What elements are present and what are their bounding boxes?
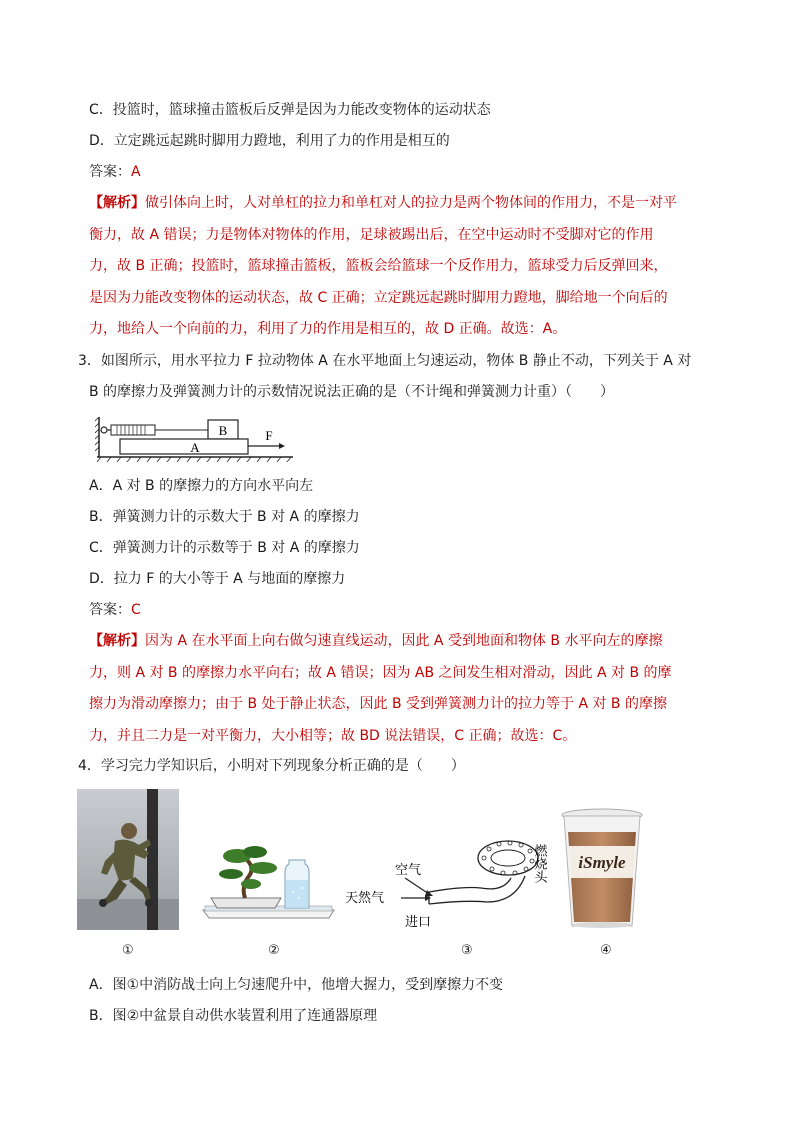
q2-analysis	[89, 188, 681, 346]
q3-analysis	[89, 626, 681, 752]
q2-answer	[89, 162, 141, 182]
q3-label-f: F	[265, 428, 273, 443]
q4-caption-1: ①	[122, 943, 134, 958]
q3-wall-hook	[101, 427, 107, 433]
q3-label-b: B	[218, 423, 228, 438]
q4-fig3-air: 空气	[395, 863, 422, 878]
q3-stem-line1: 3．如图所示，用水平拉力 F 拉动物体 A 在水平地面上匀速运动，物体 B 静止不动，下列关于 A 对	[78, 353, 692, 369]
q4-option-b: B．图②中盆景自动供水装置利用了连通器原理	[89, 1008, 378, 1024]
q3-figure	[95, 413, 300, 465]
q3-stem-line2: B 的摩擦力及弹簧测力计的示数情况说法正确的是（不计绳和弹簧测力计重）（ ）	[89, 384, 615, 400]
q4-figure-1	[77, 789, 179, 930]
q3-block-a	[120, 439, 248, 454]
q3-option-d: D．拉力 F 的大小等于 A 与地面的摩擦力	[89, 571, 346, 587]
q4-caption-2: ②	[268, 943, 280, 958]
q4-fig2-pot	[211, 898, 281, 908]
q3-label-a: A	[190, 440, 200, 455]
q4-fig3-air-arrow	[405, 878, 429, 894]
q4-fig1-head	[121, 823, 137, 839]
q4-figure-4	[560, 806, 645, 931]
q2-answer-value: A	[131, 164, 141, 180]
q2-analysis-tag: 【解析】	[89, 195, 145, 211]
q3-option-b: B．弹簧测力计的示数大于 B 对 A 的摩擦力	[89, 509, 360, 525]
q3-option-a: A．A 对 B 的摩擦力的方向水平向左	[89, 478, 314, 494]
q4-fig3-burner: 燃烧头	[531, 844, 547, 883]
q3-answer-label: 答案：	[89, 602, 131, 618]
q2-option-d: D．立定跳远起跳时脚用力蹬地，利用了力的作用是相互的	[89, 133, 450, 149]
q2-analysis-text: 做引体向上时，人对单杠的拉力和单杠对人的拉力是两个物体间的作用力，不是一对平衡力，故 A 错误；力是物体对物体的作用，足球被踢出后，在空中运动时不受脚对它的作用力，故 B 正确；投篮时，篮球撞击篮板，篮板会给篮球一个反作用力，篮球受力后反弹回来，是因为力能改变物体的运动状态，故 C 正确；立定跳远起跳时脚用力蹬地，脚给地一个向后的力，地给人一个向前的力，利用了力的作用是相互的，故 D 正确。故选：A。	[89, 195, 677, 337]
q4-caption-4: ④	[600, 943, 612, 958]
q4-stem: 4．学习完力学知识后，小明对下列现象分析正确的是（ ）	[78, 758, 465, 774]
q4-figure-2	[201, 842, 336, 922]
q3-answer-value: C	[131, 602, 141, 618]
q4-fig3-gas: 天然气	[345, 891, 385, 906]
q4-fig3-pipe	[429, 878, 511, 892]
q3-option-c: C．弹簧测力计的示数等于 B 对 A 的摩擦力	[89, 540, 360, 556]
q4-fig3-inlet: 进口	[405, 915, 432, 930]
q4-option-a: A．图①中消防战士向上匀速爬升中，他增大握力，受到摩擦力不变	[89, 977, 504, 993]
q3-analysis-text: 因为 A 在水平面上向右做匀速直线运动，因此 A 受到地面和物体 B 水平向左的摩擦力，则 A 对 B 的摩擦力水平向右；故 A 错误；因为 AB 之间发生相对滑动，因此 A 对 B 的摩擦力为滑动摩擦力；由于 B 处于静止状态，因此 B 受到弹簧测力计的拉力等于 A 对 B 的摩擦力，并且二力是一对平衡力，大小相等；故 BD 说法错误，C 正确；故选：C。	[89, 633, 672, 744]
q3-analysis-tag: 【解析】	[89, 633, 145, 649]
q4-figure-3	[343, 830, 553, 935]
q2-answer-label: 答案：	[89, 164, 131, 180]
q4-caption-3: ③	[461, 943, 473, 958]
q4-fig1-pole	[147, 789, 158, 930]
q2-option-c: C．投篮时，篮球撞击篮板后反弹是因为力能改变物体的运动状态	[89, 102, 491, 118]
q3-answer	[89, 600, 141, 620]
q4-fig4-logo: iSmyle	[578, 853, 626, 872]
